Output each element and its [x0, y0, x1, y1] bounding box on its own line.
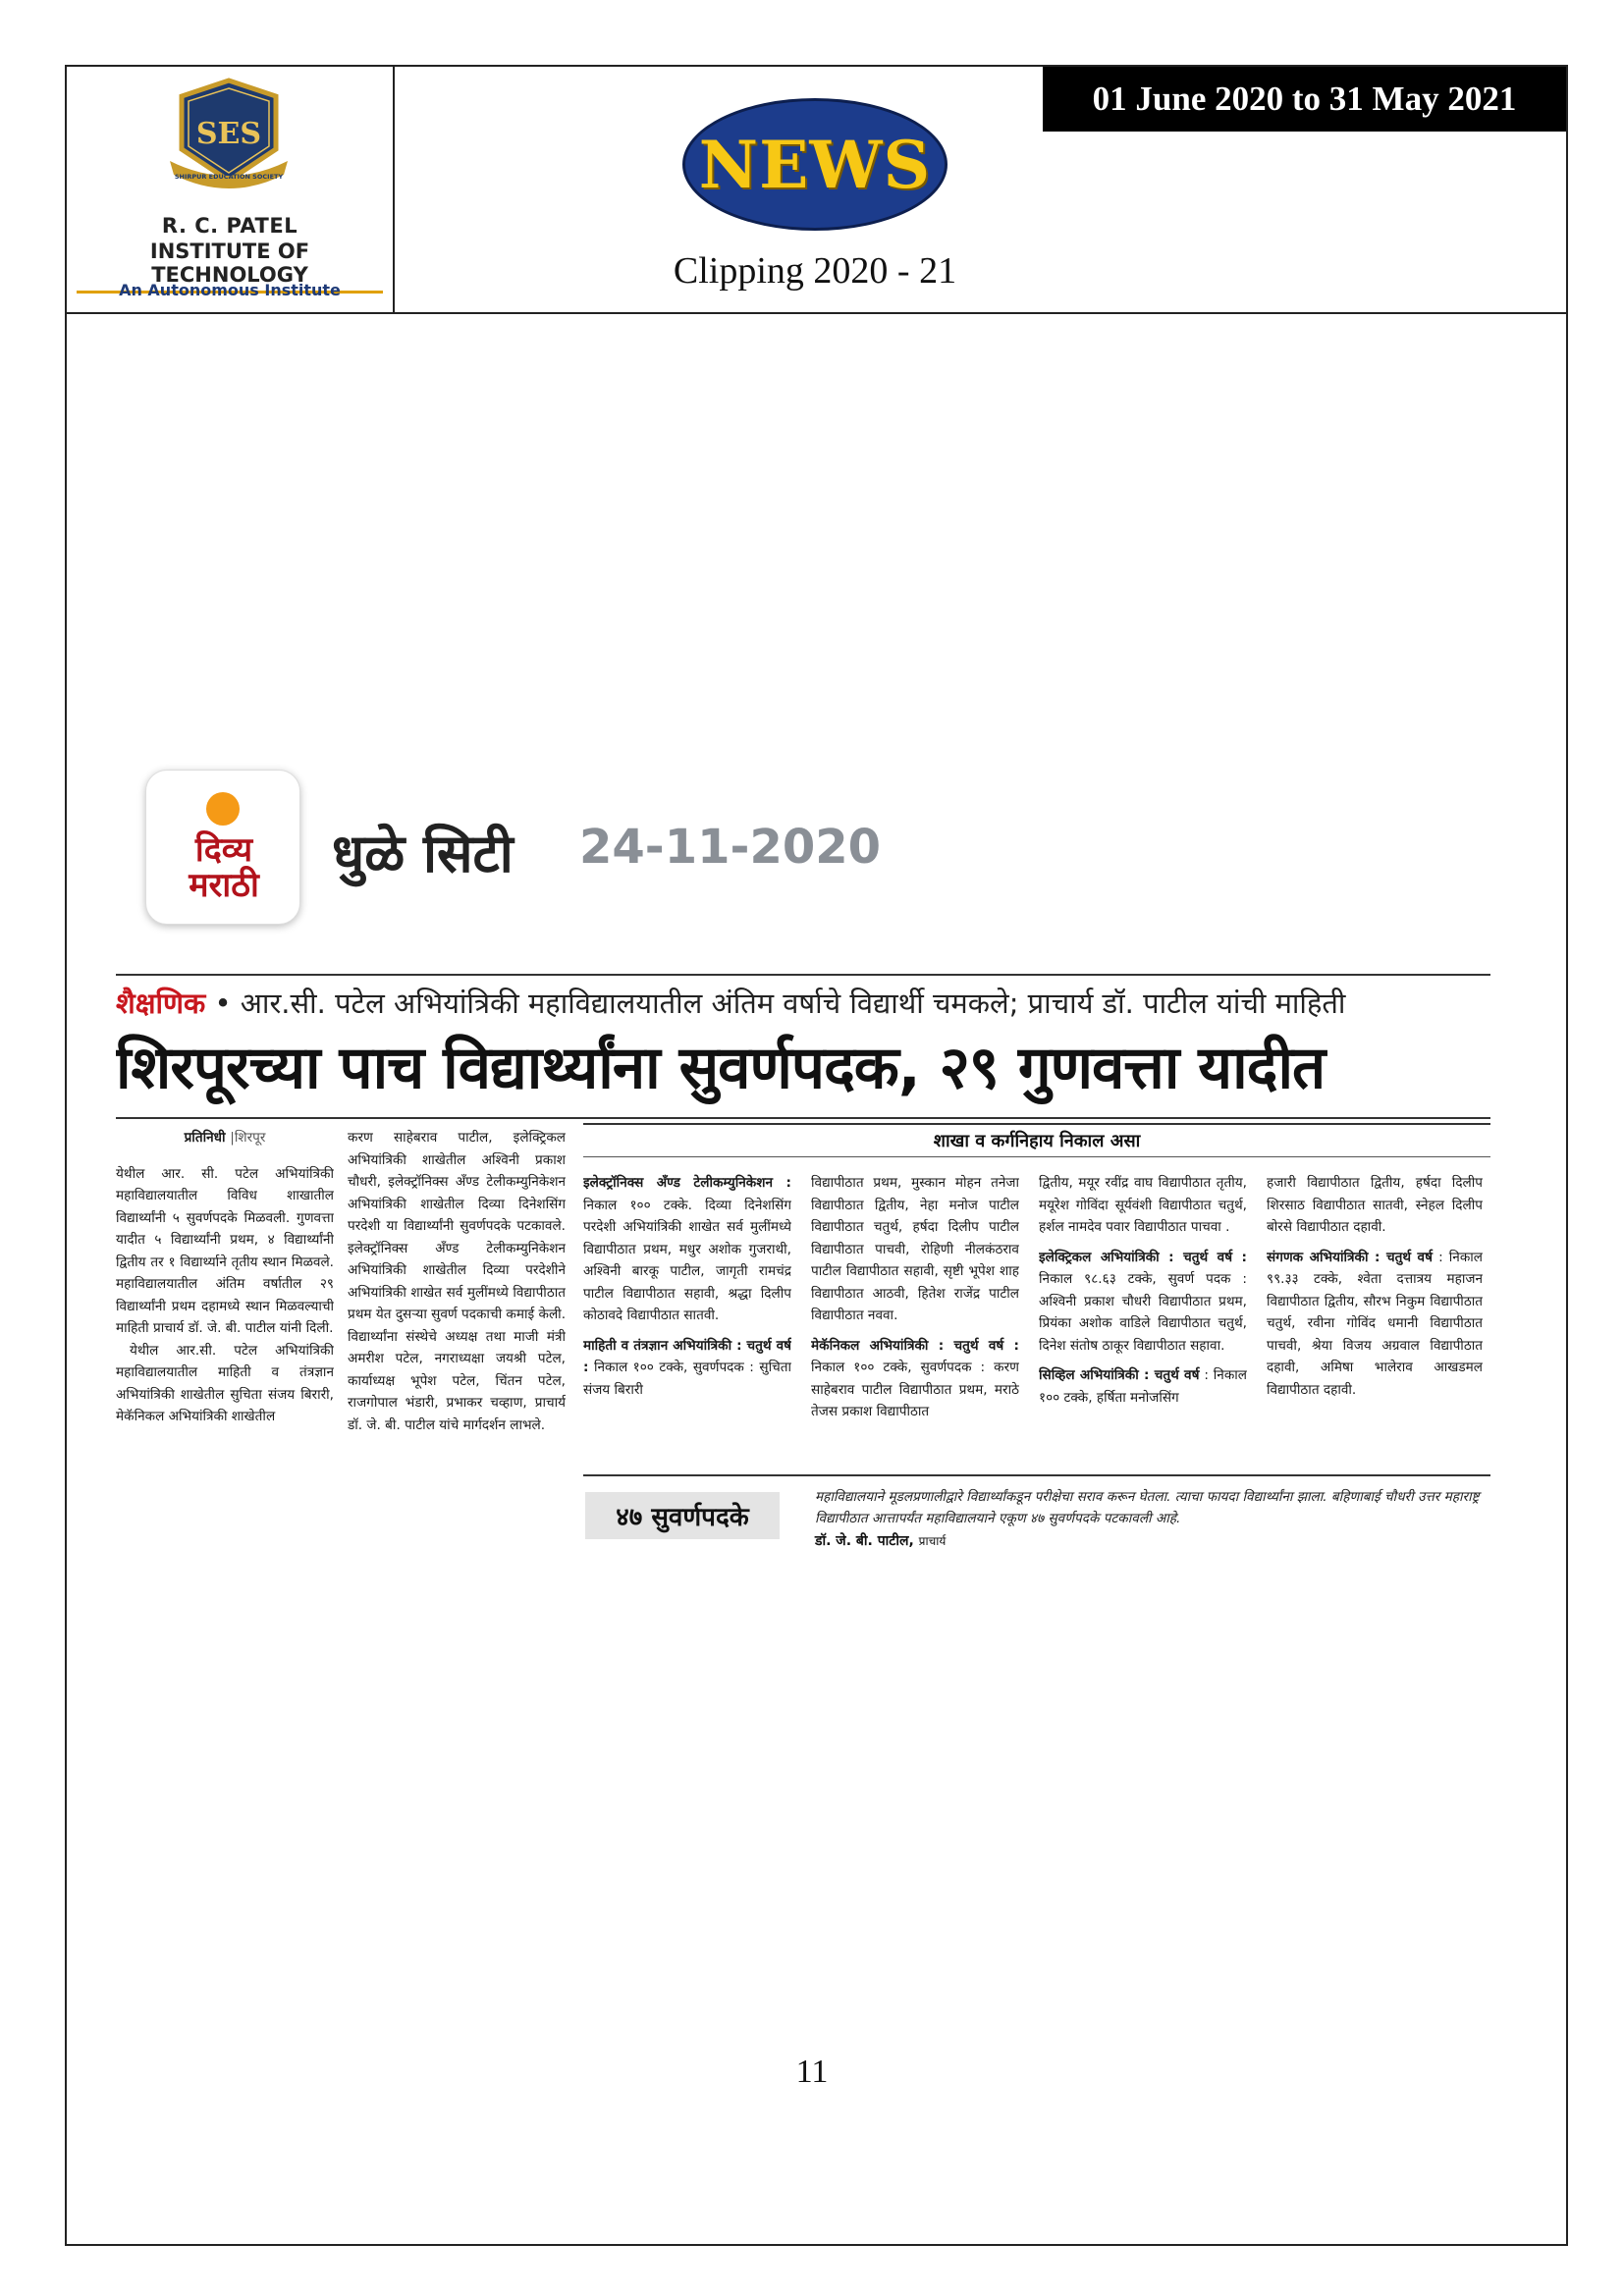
quote-author-role: प्राचार्य	[918, 1534, 947, 1548]
newspaper-logo-dot-icon	[206, 792, 240, 826]
article-kicker	[116, 984, 1490, 1022]
results-sub-civil: सिव्हिल अभियांत्रिकी : चतुर्थ वर्ष	[1039, 1367, 1200, 1383]
institute-tagline: An Autonomous Institute	[119, 281, 341, 299]
article-column-1	[116, 1127, 334, 1559]
results-text-elec: निकाल ९८.६३ टक्के, सुवर्ण पदक : अश्विनी प्रकाश चौधरी विद्यापीठात प्रथम, प्रियंका अशोक वाडिले विद्यापीठात चतुर्थ, दिनेश संतोष ठाकूर विद्यापीठात सहावा.	[1039, 1271, 1247, 1354]
article-headline: शिरपूरच्या पाच विद्यार्थ्यांना सुवर्णपदक, २९ गुणवत्ता यादीत	[116, 1034, 1326, 1102]
results-rule	[583, 1156, 1490, 1157]
results-sub-elec: इलेक्ट्रिकल अभियांत्रिकी : चतुर्थ वर्ष :	[1039, 1249, 1247, 1265]
header-divider-line	[65, 312, 1568, 314]
results-sub-it: माहिती व तंत्रज्ञान अभियांत्रिकी : चतुर्थ वर्ष :	[583, 1337, 791, 1375]
institute-logo-block	[67, 67, 393, 312]
news-badge	[682, 98, 947, 231]
results-column-3	[1039, 1172, 1247, 1467]
results-text-mech-cont: द्वितीय, मयूर रवींद्र वाघ विद्यापीठात तृतीय, मयूरेश गोविंदा सूर्यवंशी विद्यापीठात चतुर्थ, हर्शल नामदेव पवार विद्यापीठात पाचवा .	[1039, 1175, 1247, 1235]
news-article	[116, 974, 1490, 1575]
results-text-mech: निकाल १०० टक्के, सुवर्णपदक : करण साहेबराव पाटील विद्यापीठात प्रथम, मराठे तेजस प्रकाश विद्यापीठात	[811, 1360, 1019, 1419]
results-sub-ent: इलेक्ट्रॉनिक्स अँण्ड टेलीकम्युनिकेशन :	[583, 1175, 791, 1191]
results-text-it-cont: विद्यापीठात प्रथम, मुस्कान मोहन तनेजा विद्यापीठात द्वितीय, नेहा मनोज पाटील विद्यापीठात चतुर्थ, हर्षदा दिलीप पाटील विद्यापीठात पाचवी, रोहिणी नीलकंठराव पाटील विद्यापीठात सहावी, सृष्टी भूपेश शाह विद्यापीठात आठवी, हितेश राजेंद्र पाटील विद्यापीठात नववा.	[811, 1175, 1019, 1323]
results-title: शाखा व कर्गनिहाय निकाल असा	[933, 1131, 1141, 1151]
ses-emblem-icon	[160, 75, 298, 202]
results-column-4	[1267, 1172, 1483, 1467]
article-column-2	[348, 1127, 566, 1559]
byline	[116, 1127, 334, 1149]
newspaper-name-line2: मराठी	[189, 866, 259, 905]
quote-attribution	[815, 1531, 946, 1550]
header-vertical-divider	[393, 65, 395, 312]
results-text-ent: निकाल १०० टक्के. दिव्या दिनेशसिंग परदेशी अभियांत्रिकी शाखेत सर्व मुलींमध्ये विद्यापीठात प्रथम, मधुर अशोक गुजराथी, अश्विनी बारकू पाटील, जागृती रामचंद्र पाटील विद्यापीठात सहावी, श्रद्धा दिलीप कोठावदे विद्यापीठात सातवी.	[583, 1197, 791, 1323]
quote-author: डॉ. जे. बी. पाटील,	[815, 1533, 914, 1549]
news-badge-text: NEWS	[698, 126, 932, 203]
clipping-date: 24-11-2020	[579, 820, 882, 875]
principal-quote: महाविद्यालयाने मूडलप्रणालीद्वारे विद्यार्थ्यांकडून परीक्षेचा सराव करून घेतला. त्याचा फायदा विद्यार्थ्यांना झाला. बहिणाबाई चौधरी उत्तर महाराष्ट्र विद्यापीठात आत्तापर्यंत महाविद्यालयाने एकूण ४७ सुवर्णपदके पटकावली आहे.	[815, 1489, 1480, 1526]
article-paragraph-2: येथील आर.सी. पटेल अभियांत्रिकी महाविद्यालयातील माहिती व तंत्रज्ञान अभियांत्रिकी शाखेतील सुचिता संजय बिरारी, मेकॅनिकल अभियांत्रिकी शाखेतील	[116, 1342, 334, 1424]
byline-location: |शिरपूर	[230, 1130, 266, 1146]
clipping-title: Clipping 2020 - 21	[673, 250, 957, 292]
page-number: 11	[795, 2054, 829, 2090]
newspaper-logo	[145, 770, 300, 925]
article-paragraph-1: येथील आर. सी. पटेल अभियांत्रिकी महाविद्यालयातील विविध शाखातील विद्यार्थ्यांनी ५ सुवर्णपदके मिळवली. गुणवत्ता यादीत ५ विद्यार्थ्यांनी प्रथम, ४ विद्यार्थ्यांनी द्वितीय तर १ विद्यार्थ्याने तृतीय स्थान मिळवले. महाविद्यालयातील अंतिम वर्षातील २९ विद्यार्थ्यांनी प्रथम दहामध्ये स्थान मिळवल्याची माहिती प्राचार्य डॉ. जे. बी. पाटील यांनी दिली.	[116, 1165, 334, 1336]
results-bottom-rule	[583, 1474, 1490, 1476]
article-top-rule	[116, 974, 1490, 976]
results-text-it: निकाल १०० टक्के, सुवर्णपदक : सुचिता संजय बिरारी	[583, 1360, 791, 1398]
institute-name-line2: INSTITUTE OF TECHNOLOGY	[77, 240, 383, 294]
results-text-comp: : निकाल ९९.३३ टक्के, श्वेता दत्तात्रय महाजन विद्यापीठात द्वितीय, सौरभ निकुम विद्यापीठात चतुर्थ, रवीना गोविंद धमानी विद्यापीठात पाचवी, श्रेया विजय अग्रवाल विद्यापीठात दहावी, अमिषा भालेराव आखडमल विद्यापीठात दहावी.	[1267, 1249, 1483, 1398]
results-sub-comp: संगणक अभियांत्रिकी : चतुर्थ वर्ष	[1267, 1249, 1433, 1265]
gold-medals-box: ४७ सुवर्णपदके	[585, 1492, 780, 1539]
newspaper-name-line1: दिव्य	[194, 830, 253, 870]
kicker-text: • आर.सी. पटेल अभियांत्रिकी महाविद्यालयातील अंतिम वर्षाचे विद्यार्थी चमकले; प्राचार्य डॉ. पाटील यांची माहिती	[214, 987, 1346, 1020]
article-paragraph-3: करण साहेबराव पाटील, इलेक्ट्रिकल अभियांत्रिकी शाखेतील अश्विनी प्रकाश चौधरी, इलेक्ट्रॉनिक्स अँण्ड टेलीकम्युनिकेशन अभियांत्रिकी शाखेतील दिव्या दिनेशसिंग परदेशी या विद्यार्थ्यांनी सुवर्णपदके पटकावले. इलेक्ट्रॉनिक्स अँण्ड टेलीकम्युनिकेशन अभियांत्रिकी शाखेतील दिव्या परदेशीने अभियांत्रिकी शाखेत सर्व मुलींमध्ये विद्यापीठात प्रथम येत दुसऱ्या सुवर्ण पदकाची कमाई केली. विद्यार्थ्यांना संस्थेचे अध्यक्ष तथा माजी मंत्री अमरीश पटेल, नगराध्यक्षा जयश्री पटेल, कार्याध्यक्ष भूपेश पटेल, चिंतन पटेल, राजगोपाल भंडारी, प्रभाकर चव्हाण, प्राचार्य डॉ. जे. बी. पाटील यांचे मार्गदर्शन लाभले.	[348, 1130, 566, 1433]
results-text-civil: : निकाल १०० टक्के, हर्षिता मनोजसिंग	[1039, 1367, 1247, 1406]
results-sub-mech: मेकॅनिकल अभियांत्रिकी : चतुर्थ वर्ष :	[811, 1337, 1019, 1354]
date-range-banner: 01 June 2020 to 31 May 2021	[1043, 67, 1566, 132]
results-column-2	[811, 1172, 1019, 1467]
results-column-1	[583, 1172, 791, 1467]
edition-city: धुळे सिटी	[332, 823, 514, 884]
logo-text: SES	[195, 117, 262, 151]
kicker-label: शैक्षणिक	[116, 987, 206, 1020]
headline-rule	[116, 1117, 1490, 1119]
results-text-civil-cont: हजारी विद्यापीठात द्वितीय, हर्षदा दिलीप शिरसाठ विद्यापीठात सातवी, स्नेहल दिलीप बोरसे विद्यापीठात दहावी.	[1267, 1175, 1483, 1235]
institute-name-line1: R. C. PATEL	[161, 214, 298, 238]
results-top-rule	[583, 1123, 1490, 1125]
byline-author: प्रतिनिधी	[184, 1130, 226, 1146]
logo-ribbon: SHIRPUR EDUCATION SOCIETY	[174, 173, 284, 181]
